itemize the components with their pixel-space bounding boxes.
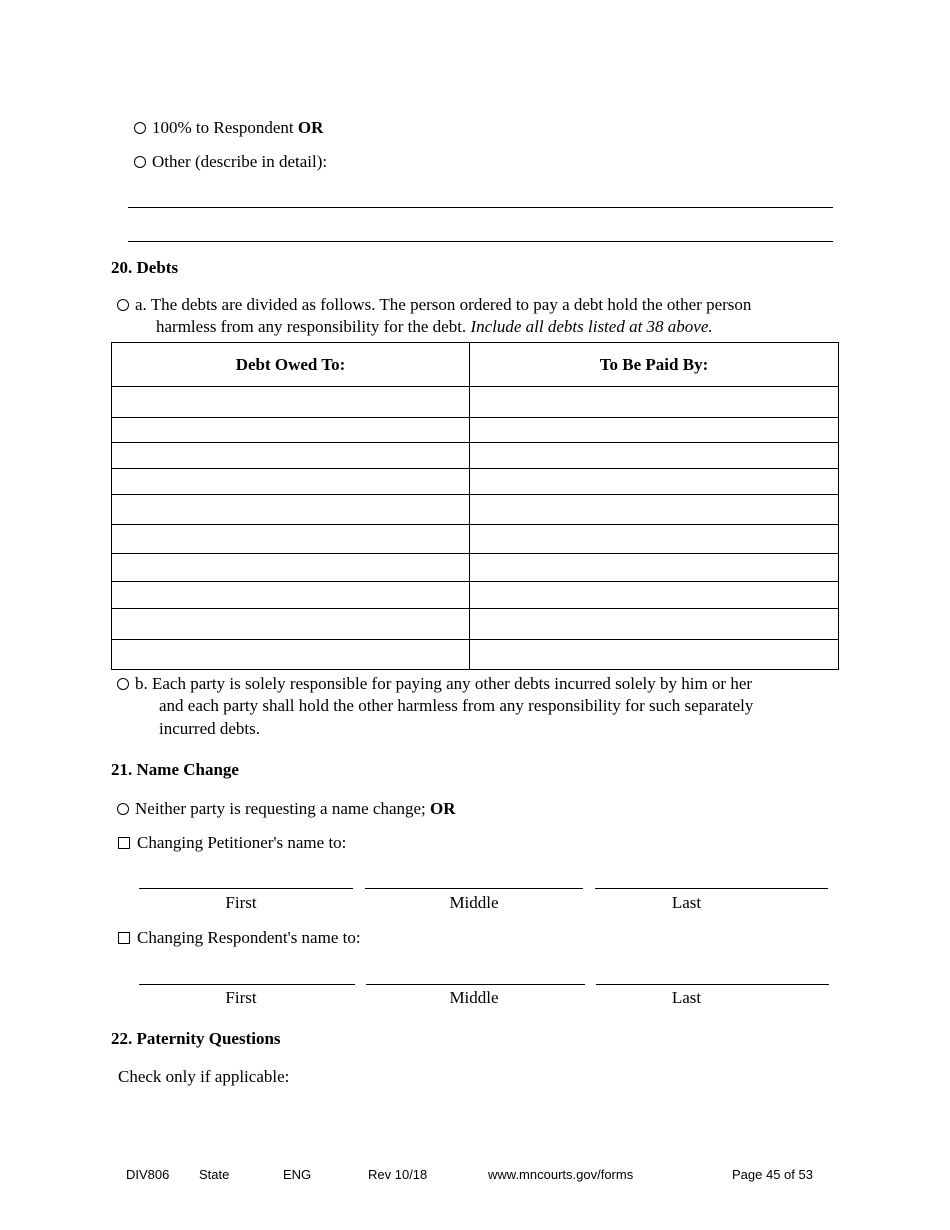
footer-revision: Rev 10/18 [368,1167,428,1182]
debts-option-a-line2 [156,317,713,337]
debt-owed-cell[interactable] [112,640,470,670]
petitioner-middle-name-line[interactable] [365,888,583,889]
paid-by-cell[interactable] [470,443,839,469]
debt-owed-cell[interactable] [112,609,470,640]
other-radio[interactable] [134,156,146,168]
section-22-heading: 22. Paternity Questions [111,1029,281,1048]
respondent-name-change-label: Changing Respondent's name to: [137,928,361,947]
respondent-middle-name-line[interactable] [366,984,585,985]
other-detail-line-2[interactable] [128,241,833,242]
table-row [112,525,839,554]
debts-option-b-radio[interactable] [117,678,129,690]
table-row [112,469,839,495]
or-emphasis: OR [430,799,456,818]
footer-form-id: DIV806 [126,1167,170,1182]
paid-by-cell[interactable] [470,469,839,495]
debt-owed-cell[interactable] [112,418,470,443]
debts-option-b [117,674,752,694]
petitioner-first-label: First [225,893,257,912]
footer-page-number: Page 45 of 53 [732,1167,813,1182]
no-name-change-label: Neither party is requesting a name change; [135,799,426,818]
respondent-first-label: First [225,988,257,1007]
respondent-100-radio[interactable] [134,122,146,134]
debts-option-b-line3: incurred debts. [159,719,261,738]
paid-by-cell[interactable] [470,554,839,582]
table-row [112,495,839,525]
paid-by-cell[interactable] [470,418,839,443]
table-row [112,418,839,443]
debts-option-b-line1: b. Each party is solely responsible for paying any other debts incurred solely by him or her [135,674,753,693]
other-option [134,152,327,172]
other-detail-line-1[interactable] [128,207,833,208]
no-name-change-option [117,799,456,819]
respondent-last-label: Last [671,988,702,1007]
respondent-name-change-checkbox[interactable] [118,932,130,944]
no-name-change-radio[interactable] [117,803,129,815]
table-row [112,640,839,670]
other-label: Other (describe in detail): [152,152,328,171]
debt-owed-cell[interactable] [112,443,470,469]
paid-by-cell[interactable] [470,582,839,609]
debts-option-a-line1: a. The debts are divided as follows. The person ordered to pay a debt hold the other person [135,295,752,314]
paid-by-cell[interactable] [470,640,839,670]
debts-option-a [117,295,751,315]
footer-jurisdiction: State [199,1167,230,1182]
paid-by-cell[interactable] [470,609,839,640]
debt-owed-cell[interactable] [112,554,470,582]
debt-owed-to-header: Debt Owed To: [112,343,470,387]
respondent-first-name-line[interactable] [139,984,355,985]
petitioner-last-label: Last [671,893,702,912]
debts-option-a-radio[interactable] [117,299,129,311]
respondent-100-option [134,118,323,138]
debt-owed-cell[interactable] [112,469,470,495]
respondent-name-change-option [118,928,361,948]
respondent-last-name-line[interactable] [596,984,829,985]
petitioner-last-name-line[interactable] [595,888,828,889]
debts-option-b-line2: and each party shall hold the other harmless from any responsibility for such separately [159,696,754,715]
section-21-heading: 21. Name Change [111,760,239,779]
footer-url[interactable]: www.mncourts.gov/forms [488,1167,634,1182]
petitioner-first-name-line[interactable] [139,888,353,889]
debts-table [111,342,839,670]
paternity-instruction: Check only if applicable: [118,1067,290,1086]
table-row [112,609,839,640]
petitioner-name-change-checkbox[interactable] [118,837,130,849]
petitioner-name-change-option [118,833,346,853]
respondent-middle-label: Middle [449,988,499,1007]
debt-owed-cell[interactable] [112,582,470,609]
footer-language: ENG [283,1167,312,1182]
respondent-100-label: 100% to Respondent [152,118,294,137]
table-row [112,554,839,582]
petitioner-name-change-label: Changing Petitioner's name to: [137,833,347,852]
paid-by-cell[interactable] [470,495,839,525]
petitioner-middle-label: Middle [449,893,499,912]
table-row [112,443,839,469]
debt-owed-cell[interactable] [112,387,470,418]
table-row [112,387,839,418]
debt-owed-cell[interactable] [112,525,470,554]
to-be-paid-by-header: To Be Paid By: [470,343,839,387]
paid-by-cell[interactable] [470,387,839,418]
table-row [112,582,839,609]
debts-option-a-italic-note: Include all debts listed at 38 above. [470,317,713,336]
or-emphasis: OR [297,118,324,137]
paid-by-cell[interactable] [470,525,839,554]
debts-option-a-line2-plain: harmless from any responsibility for the debt. [156,317,471,336]
debt-owed-cell[interactable] [112,495,470,525]
section-20-heading: 20. Debts [111,258,179,277]
